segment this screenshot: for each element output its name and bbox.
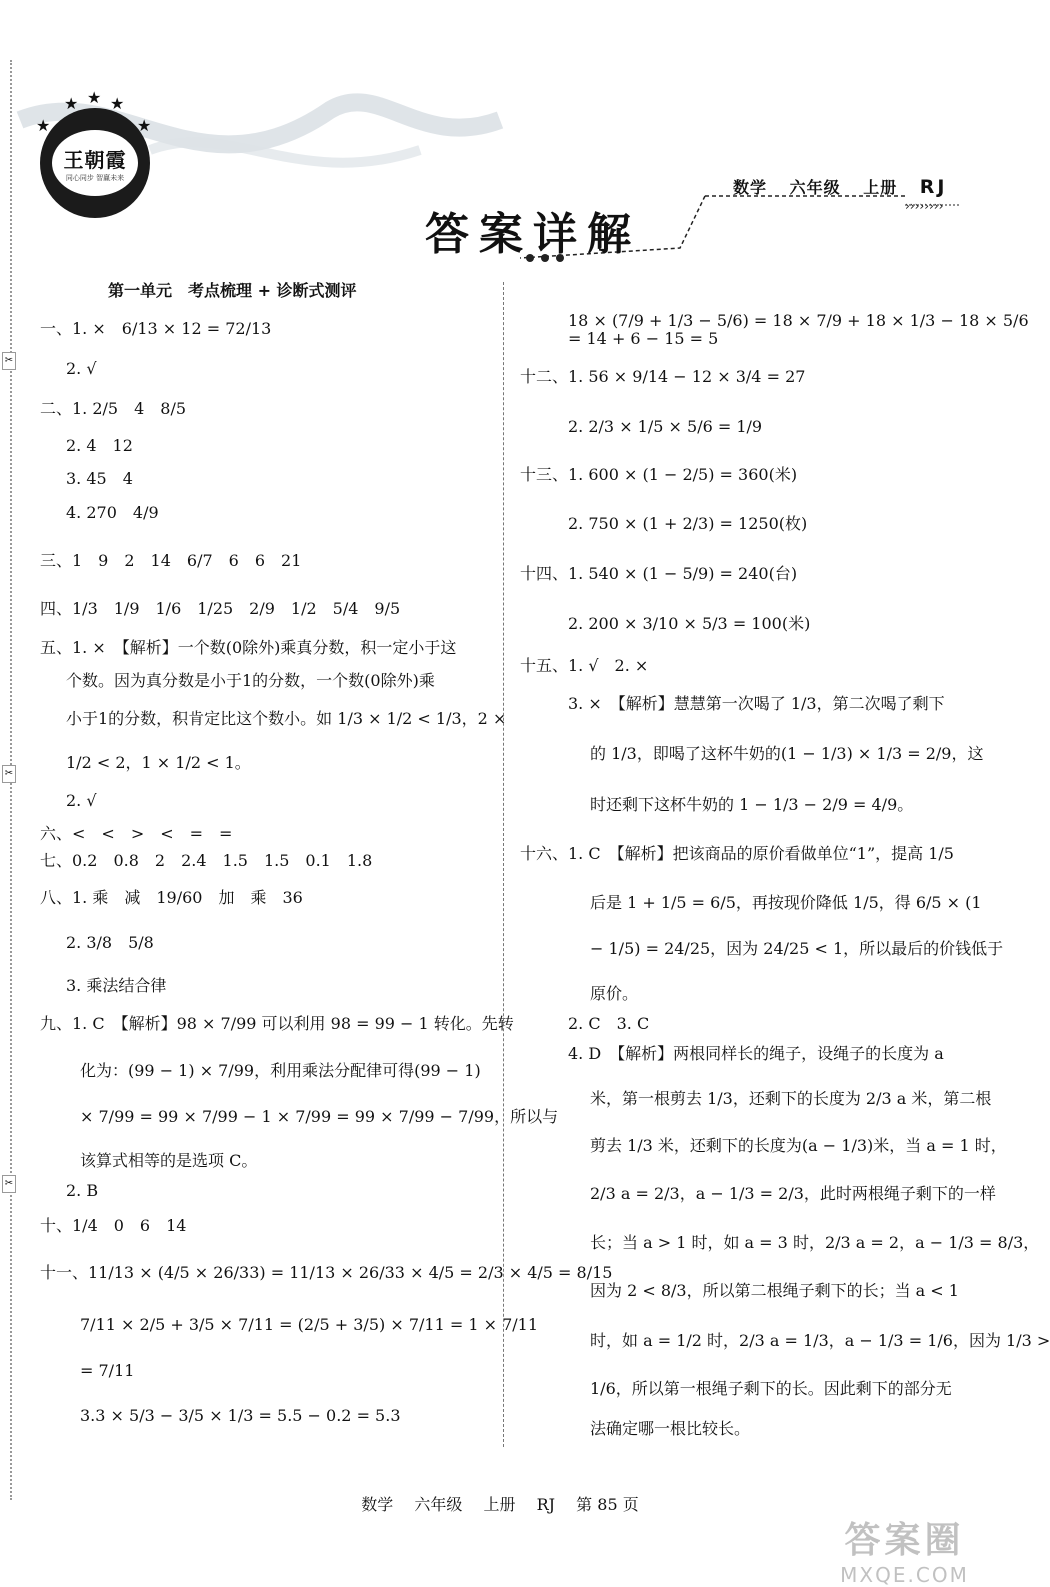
unit-title: 第一单元 考点梳理 + 诊断式测评: [108, 281, 357, 300]
answer-line: 法确定哪一根比较长。: [590, 1419, 751, 1438]
answer-line: − 1/5) = 24/25，因为 24/25 < 1，所以最后的价钱低于: [590, 939, 1004, 958]
cut-mark: ✂: [2, 765, 16, 783]
star-icon: ★: [110, 94, 125, 113]
answer-line: 十二、1. 56 × 9/14 − 12 × 3/4 = 27: [520, 367, 806, 386]
answer-line: 4. 270 4/9: [66, 503, 159, 522]
answer-line: 2. 200 × 3/10 × 5/3 = 100(米): [568, 614, 811, 633]
answer-line: 3. × 【解析】慧慧第一次喝了 1/3，第二次喝了剩下: [568, 694, 945, 713]
answer-line: 九、1. C 【解析】98 × 7/99 可以利用 98 = 99 − 1 转化。先转: [40, 1014, 514, 1033]
answer-line: 个数。因为真分数是小于1的分数，一个数(0除外)乘: [66, 671, 435, 690]
answer-line: 八、1. 乘 减 19/60 加 乘 36: [40, 888, 303, 907]
cut-mark: ✂: [2, 352, 16, 370]
answer-line: 后是 1 + 1/5 = 6/5，再按现价降低 1/5，得 6/5 × (1: [590, 893, 982, 912]
svg-text:››››››››: ››››››››: [905, 199, 944, 213]
answer-line: 3. 45 4: [66, 469, 133, 488]
cut-mark: ✂: [2, 1175, 16, 1193]
page-title: 答案详解: [425, 209, 641, 260]
answer-line: 该算式相等的是选项 C。: [80, 1151, 258, 1170]
star-icon: ★: [64, 94, 79, 113]
footer-subject: 数学: [361, 1495, 394, 1514]
grade-label: 六年级: [789, 178, 841, 197]
footer-edition: RJ: [536, 1495, 556, 1514]
answer-line: 十、1/4 0 6 14: [40, 1216, 187, 1235]
volume-label: 上册: [863, 178, 898, 197]
answer-line: 二、1. 2/5 4 8/5: [40, 399, 187, 418]
answer-line: 1/6，所以第一根绳子剩下的长。因此剩下的部分无: [590, 1379, 952, 1398]
watermark-text: 答案圈: [844, 1520, 965, 1561]
brand-logo: [36, 88, 152, 218]
page-number: 第 85 页: [576, 1495, 639, 1514]
answer-line: 米，第一根剪去 1/3，还剩下的长度为 2/3 a 米，第二根: [590, 1089, 992, 1108]
answer-line: 2/3 a = 2/3，a − 1/3 = 2/3，此时两根绳子剩下的一样: [590, 1184, 996, 1203]
answer-line: 3. 乘法结合律: [66, 976, 167, 995]
answer-line: 七、0.2 0.8 2 2.4 1.5 1.5 0.1 1.8: [40, 851, 373, 870]
answer-line: 剪去 1/3 米，还剩下的长度为(a − 1/3)米，当 a = 1 时，: [590, 1136, 1007, 1155]
answer-line: 三、1 9 2 14 6/7 6 6 21: [40, 551, 302, 570]
answer-line: 时，如 a = 1/2 时，2/3 a = 1/3，a − 1/3 = 1/6，因为 1/3 >: [590, 1331, 1050, 1350]
answer-line: 2. 2/3 × 1/5 × 5/6 = 1/9: [568, 417, 763, 436]
answer-line: 的 1/3，即喝了这杯牛奶的(1 − 1/3) × 1/3 = 2/9，这: [590, 744, 984, 763]
answer-line: = 7/11: [80, 1361, 135, 1380]
grade-tag: [733, 175, 947, 198]
answer-line: × 7/99 = 99 × 7/99 − 1 × 7/99 = 99 × 7/99 − 7/99，所以与: [80, 1107, 559, 1126]
answer-line: 3.3 × 5/3 − 3/5 × 1/3 = 5.5 − 0.2 = 5.3: [80, 1406, 401, 1425]
answer-line: 2. √: [66, 791, 97, 810]
answer-line: 十六、1. C 【解析】把该商品的原价看做单位“1”，提高 1/5: [520, 844, 954, 863]
footer-volume: 上册: [483, 1495, 516, 1514]
answer-line: 因为 2 < 8/3，所以第二根绳子剩下的长；当 a < 1: [590, 1281, 959, 1300]
answer-line: 2. 3/8 5/8: [66, 933, 154, 952]
answer-line: 2. C 3. C: [568, 1014, 650, 1033]
answer-line: 时还剩下这杯牛奶的 1 − 1/3 − 2/9 = 4/9。: [590, 795, 914, 814]
answer-line: 原价。: [590, 984, 639, 1003]
answer-line: 一、1. × 6/13 × 12 = 72/13: [40, 319, 272, 338]
answer-line: = 14 + 6 − 15 = 5: [568, 329, 719, 348]
answer-line: 五、1. × 【解析】一个数(0除外)乘真分数，积一定小于这: [40, 638, 457, 657]
answer-line: 十三、1. 600 × (1 − 2/5) = 360(米): [520, 465, 798, 484]
answer-line: 小于1的分数，积肯定比这个数小。如 1/3 × 1/2 < 1/3，2 ×: [66, 709, 507, 728]
logo-badge: [52, 130, 138, 196]
subject-label: 数学: [733, 178, 768, 197]
answer-line: 2. 750 × (1 + 2/3) = 1250(枚): [568, 514, 808, 533]
logo-text: 王朝霞: [63, 148, 127, 172]
footer-grade: 六年级: [414, 1495, 463, 1514]
watermark-url: MXQE.COM: [840, 1563, 969, 1587]
answer-line: 2. 4 12: [66, 436, 133, 455]
answer-line: 4. D 【解析】两根同样长的绳子，设绳子的长度为 a: [568, 1044, 944, 1063]
answer-line: 2. √: [66, 359, 97, 378]
answer-line: 长；当 a > 1 时，如 a = 3 时，2/3 a = 2，a − 1/3 = 8/3，: [590, 1233, 1040, 1252]
answer-line: 7/11 × 2/5 + 3/5 × 7/11 = (2/5 + 3/5) × 7/11 = 1 × 7/11: [80, 1315, 539, 1334]
answer-line: 十四、1. 540 × (1 − 5/9) = 240(台): [520, 564, 798, 583]
column-divider: [503, 282, 504, 1447]
answer-line: 十一、11/13 × (4/5 × 26/33) = 11/13 × 26/33 × 4/5 = 2/3 × 4/5 = 8/15: [40, 1263, 613, 1282]
answer-line: 六、< < > < = =: [40, 824, 233, 843]
star-icon: ★: [36, 116, 51, 135]
watermark: [812, 1512, 997, 1587]
answer-line: 1/2 < 2，1 × 1/2 < 1。: [66, 753, 251, 772]
answer-line: 十五、1. √ 2. ×: [520, 656, 649, 675]
star-icon: ★: [137, 116, 152, 135]
edition-label: RJ: [919, 176, 948, 198]
logo-subtext: 同心同步 智赢未来: [65, 174, 125, 182]
answer-line: 化为：(99 − 1) × 7/99，利用乘法分配律可得(99 − 1): [80, 1061, 481, 1080]
answer-line: 18 × (7/9 + 1/3 − 5/6) = 18 × 7/9 + 18 × 1/3 − 18 × 5/6: [568, 311, 1029, 330]
star-icon: ★: [87, 88, 102, 107]
page-header: [0, 0, 1000, 280]
answer-line: 四、1/3 1/9 1/6 1/25 2/9 1/2 5/4 9/5: [40, 599, 401, 618]
answer-line: 2. B: [66, 1181, 99, 1200]
